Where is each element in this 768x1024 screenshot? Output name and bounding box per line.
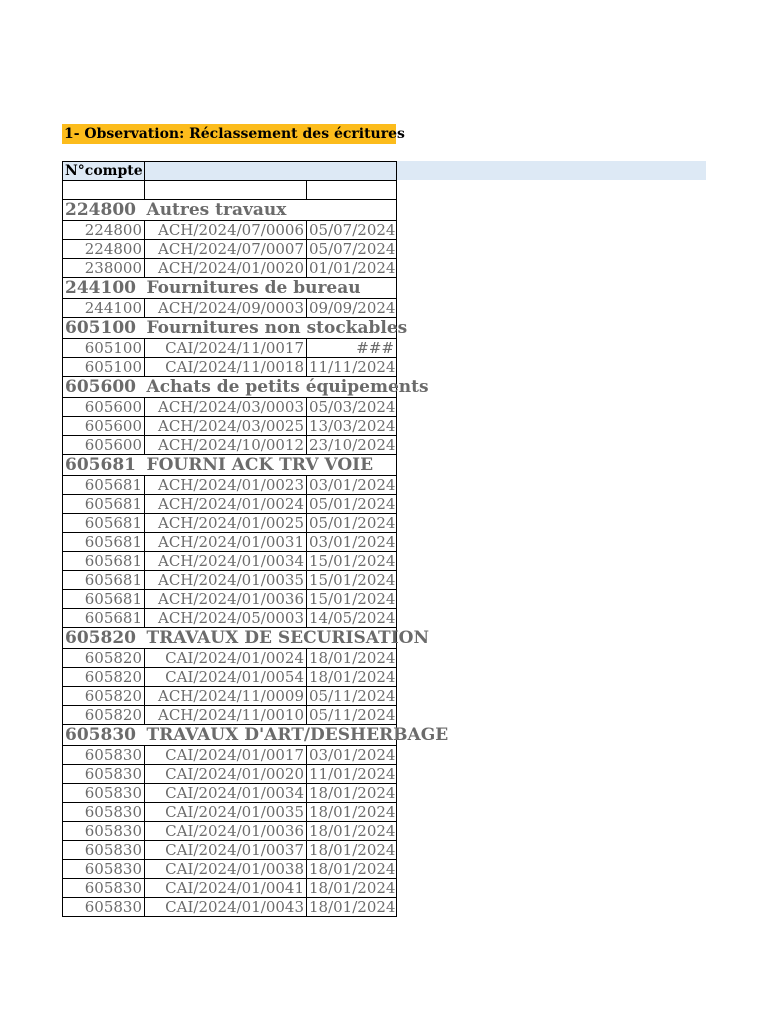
sheet-title: 1- Observation: Réclassement des écritures [64,126,405,142]
date-cell[interactable]: 18/01/2024 [307,649,397,668]
reference-cell[interactable]: ACH/2024/09/0003 [145,299,307,318]
table-row [63,898,397,917]
account-cell[interactable]: 224800 [63,240,145,259]
date-cell[interactable]: 18/01/2024 [307,879,397,898]
account-cell[interactable]: 605820 [63,668,145,687]
reference-cell[interactable]: CAI/2024/01/0020 [145,765,307,784]
table-row [63,339,397,358]
account-cell[interactable]: 238000 [63,259,145,278]
account-cell[interactable]: 605830 [63,765,145,784]
account-cell[interactable]: 605600 [63,417,145,436]
reference-cell[interactable]: ACH/2024/07/0007 [145,240,307,259]
date-cell[interactable]: 18/01/2024 [307,860,397,879]
account-cell[interactable]: 605681 [63,476,145,495]
account-cell[interactable]: 605681 [63,495,145,514]
table-row [63,649,397,668]
reference-cell[interactable]: CAI/2024/01/0034 [145,784,307,803]
date-cell[interactable]: 18/01/2024 [307,668,397,687]
header-row [63,162,397,181]
blank-cell[interactable] [63,181,145,200]
account-cell[interactable]: 605820 [63,649,145,668]
table-row [63,706,397,725]
group-label-cell[interactable] [145,278,397,299]
group-header-row [63,455,397,476]
group-label-cell[interactable] [145,628,430,649]
table-row [63,259,397,278]
account-cell[interactable]: 605681 [63,552,145,571]
table-row [63,495,397,514]
table-row [63,476,397,495]
reference-cell[interactable]: CAI/2024/01/0037 [145,841,307,860]
group-account-name: Achats de petits équipements [146,377,429,397]
account-cell[interactable]: 605681 [63,514,145,533]
blank-cell[interactable] [307,181,397,200]
table-row [63,860,397,879]
table-row [63,609,397,628]
date-cell[interactable]: 03/01/2024 [307,533,397,552]
group-account-code[interactable]: 605681 [63,455,145,476]
date-cell[interactable]: 15/01/2024 [307,590,397,609]
sheet-viewport [62,0,449,1024]
table-row [63,358,397,377]
header-empty-cell[interactable] [145,162,307,181]
date-cell[interactable]: 01/01/2024 [307,259,397,278]
group-account-code[interactable]: 244100 [63,278,145,299]
group-header-row [63,278,397,299]
date-cell[interactable]: 18/01/2024 [307,822,397,841]
account-cell[interactable]: 605681 [63,571,145,590]
table-row [63,398,397,417]
table-row [63,590,397,609]
group-account-name: TRAVAUX D'ART/DESHERBAGE [146,725,449,745]
group-header-row [63,377,397,398]
reference-cell[interactable]: CAI/2024/01/0035 [145,803,307,822]
table-row [63,240,397,259]
date-cell[interactable]: 05/01/2024 [307,514,397,533]
reference-cell[interactable]: CAI/2024/01/0054 [145,668,307,687]
table-row [63,571,397,590]
reference-cell[interactable]: ACH/2024/01/0020 [145,259,307,278]
reference-cell[interactable]: CAI/2024/01/0043 [145,898,307,917]
table-row [63,765,397,784]
account-cell[interactable]: 605830 [63,746,145,765]
account-cell[interactable]: 605830 [63,898,145,917]
account-cell[interactable]: 244100 [63,299,145,318]
group-label-cell[interactable] [145,200,397,221]
reference-cell[interactable]: ACH/2024/11/0010 [145,706,307,725]
reference-cell[interactable]: ACH/2024/01/0034 [145,552,307,571]
date-cell[interactable]: 23/10/2024 [307,436,397,455]
group-account-code[interactable]: 605830 [63,725,145,746]
account-cell[interactable]: 605820 [63,687,145,706]
table-row [63,746,397,765]
account-cell[interactable]: 605830 [63,803,145,822]
group-label-cell[interactable] [145,455,397,476]
group-account-name: Autres travaux [146,200,287,220]
date-cell[interactable]: 11/01/2024 [307,765,397,784]
reference-cell[interactable]: ACH/2024/10/0012 [145,436,307,455]
table-row [63,803,397,822]
date-cell[interactable]: 05/07/2024 [307,240,397,259]
group-header-row [63,628,397,649]
table-row [63,514,397,533]
reference-cell[interactable]: ACH/2024/01/0023 [145,476,307,495]
group-account-name: TRAVAUX DE SECURISATION [146,628,430,648]
date-cell[interactable]: 15/01/2024 [307,571,397,590]
date-cell[interactable]: 15/01/2024 [307,552,397,571]
account-cell[interactable]: 605100 [63,339,145,358]
group-header-row [63,200,397,221]
account-cell[interactable]: 605820 [63,706,145,725]
account-cell[interactable]: 605830 [63,822,145,841]
account-cell[interactable]: 605830 [63,784,145,803]
reference-cell[interactable]: CAI/2024/01/0041 [145,879,307,898]
date-cell[interactable]: ### [307,339,397,358]
date-cell[interactable]: 09/09/2024 [307,299,397,318]
date-cell[interactable]: 05/01/2024 [307,495,397,514]
date-cell[interactable]: 05/07/2024 [307,221,397,240]
account-cell[interactable]: 605830 [63,841,145,860]
group-account-name: Fournitures de bureau [146,278,361,298]
account-cell[interactable]: 605100 [63,358,145,377]
table-row [63,436,397,455]
group-label-cell[interactable] [145,725,449,746]
group-account-code[interactable]: 605100 [63,318,145,339]
group-account-code[interactable]: 605820 [63,628,145,649]
ledger-body [63,162,449,917]
blank-row [63,181,397,200]
reference-cell[interactable]: ACH/2024/01/0035 [145,571,307,590]
group-header-row [63,725,397,746]
reference-cell[interactable]: ACH/2024/03/0003 [145,398,307,417]
reference-cell[interactable]: CAI/2024/01/0017 [145,746,307,765]
date-cell[interactable]: 18/01/2024 [307,803,397,822]
date-cell[interactable]: 05/03/2024 [307,398,397,417]
table-row [63,687,397,706]
account-cell[interactable]: 224800 [63,221,145,240]
table-row [63,822,397,841]
reference-cell[interactable]: ACH/2024/01/0025 [145,514,307,533]
reference-cell[interactable]: ACH/2024/07/0006 [145,221,307,240]
group-account-name: Fournitures non stockables [146,318,408,338]
account-cell[interactable]: 605600 [63,398,145,417]
reference-cell[interactable]: ACH/2024/11/0009 [145,687,307,706]
header-account-cell[interactable]: N°compte [63,162,145,181]
table-row [63,417,397,436]
reference-cell[interactable]: CAI/2024/01/0038 [145,860,307,879]
blank-cell[interactable] [145,181,307,200]
account-cell[interactable]: 605830 [63,860,145,879]
table-row [63,221,397,240]
table-row [63,668,397,687]
reference-cell[interactable]: ACH/2024/01/0031 [145,533,307,552]
date-cell[interactable]: 18/01/2024 [307,784,397,803]
reference-cell[interactable]: CAI/2024/01/0024 [145,649,307,668]
reference-cell[interactable]: ACH/2024/01/0036 [145,590,307,609]
date-cell[interactable]: 05/11/2024 [307,706,397,725]
date-cell[interactable]: 13/03/2024 [307,417,397,436]
date-cell[interactable]: 18/01/2024 [307,898,397,917]
account-cell[interactable]: 605600 [63,436,145,455]
reference-cell[interactable]: ACH/2024/01/0024 [145,495,307,514]
group-label-cell[interactable] [145,377,429,398]
date-cell[interactable]: 05/11/2024 [307,687,397,706]
reference-cell[interactable]: ACH/2024/05/0003 [145,609,307,628]
account-cell[interactable]: 605681 [63,533,145,552]
date-cell[interactable]: 03/01/2024 [307,476,397,495]
date-cell[interactable]: 14/05/2024 [307,609,397,628]
group-account-code[interactable]: 224800 [63,200,145,221]
group-account-name: FOURNI ACK TRV VOIE [146,455,374,475]
table-row [63,841,397,860]
date-cell[interactable]: 11/11/2024 [307,358,397,377]
group-account-code[interactable]: 605600 [63,377,145,398]
table-row [63,784,397,803]
table-row [63,533,397,552]
date-cell[interactable]: 18/01/2024 [307,841,397,860]
account-cell[interactable]: 605681 [63,609,145,628]
account-cell[interactable]: 605830 [63,879,145,898]
table-row [63,299,397,318]
reference-cell[interactable]: ACH/2024/03/0025 [145,417,307,436]
group-header-row [63,318,397,339]
ledger-table [62,161,449,917]
group-label-cell[interactable] [145,318,408,339]
reference-cell[interactable]: CAI/2024/11/0017 [145,339,307,358]
reference-cell[interactable]: CAI/2024/11/0018 [145,358,307,377]
reference-cell[interactable]: CAI/2024/01/0036 [145,822,307,841]
date-cell[interactable]: 03/01/2024 [307,746,397,765]
account-cell[interactable]: 605681 [63,590,145,609]
table-row [63,879,397,898]
header-empty-cell[interactable] [307,162,397,181]
table-row [63,552,397,571]
